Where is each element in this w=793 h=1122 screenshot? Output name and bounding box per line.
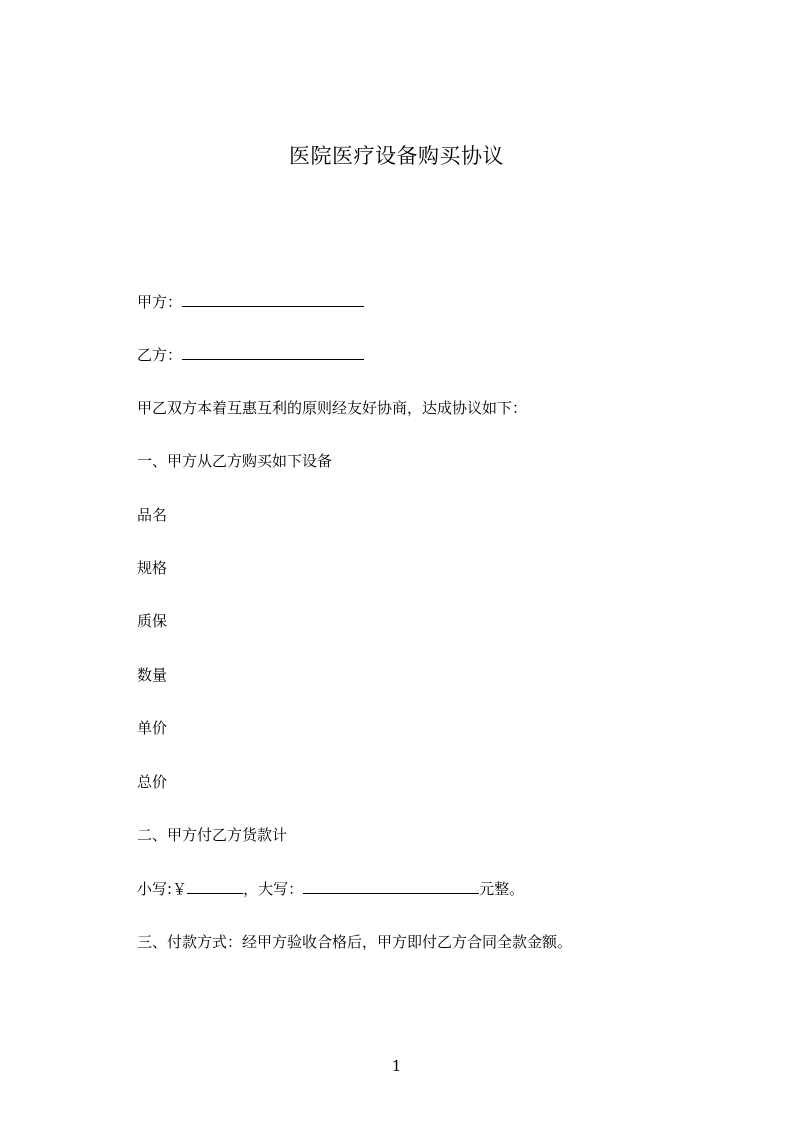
intro-paragraph: 甲乙双方本着互惠互利的原则经友好协商，达成协议如下： xyxy=(137,399,528,417)
field-quantity: 数量 xyxy=(137,666,168,684)
amount-large-blank xyxy=(303,878,479,894)
amount-suffix: 元整。 xyxy=(479,880,525,898)
party-b-line xyxy=(137,344,364,365)
section2-heading: 二、甲方付乙方货款计 xyxy=(137,826,288,844)
field-product-name: 品名 xyxy=(137,506,168,524)
page-number: 1 xyxy=(391,1057,402,1075)
party-a-label: 甲方： xyxy=(137,293,183,311)
section3-paragraph: 三、付款方式：经甲方验收合格后，甲方即付乙方合同全款金额。 xyxy=(137,933,573,951)
document-title: 医院医疗设备购买协议 xyxy=(289,144,504,168)
field-warranty: 质保 xyxy=(137,612,168,630)
section1-heading: 一、甲方从乙方购买如下设备 xyxy=(137,452,333,470)
amount-small-label: 小写:￥ xyxy=(137,880,188,898)
field-specification: 规格 xyxy=(137,559,168,577)
party-a-line xyxy=(137,291,364,312)
party-b-blank xyxy=(182,344,364,360)
amount-separator: ，大写： xyxy=(243,880,304,898)
field-unit-price: 单价 xyxy=(137,719,168,737)
field-total-price: 总价 xyxy=(137,773,168,791)
party-b-label: 乙方： xyxy=(137,346,183,364)
party-a-blank xyxy=(182,291,364,307)
amount-small-blank xyxy=(187,878,243,894)
amount-line xyxy=(137,878,524,899)
